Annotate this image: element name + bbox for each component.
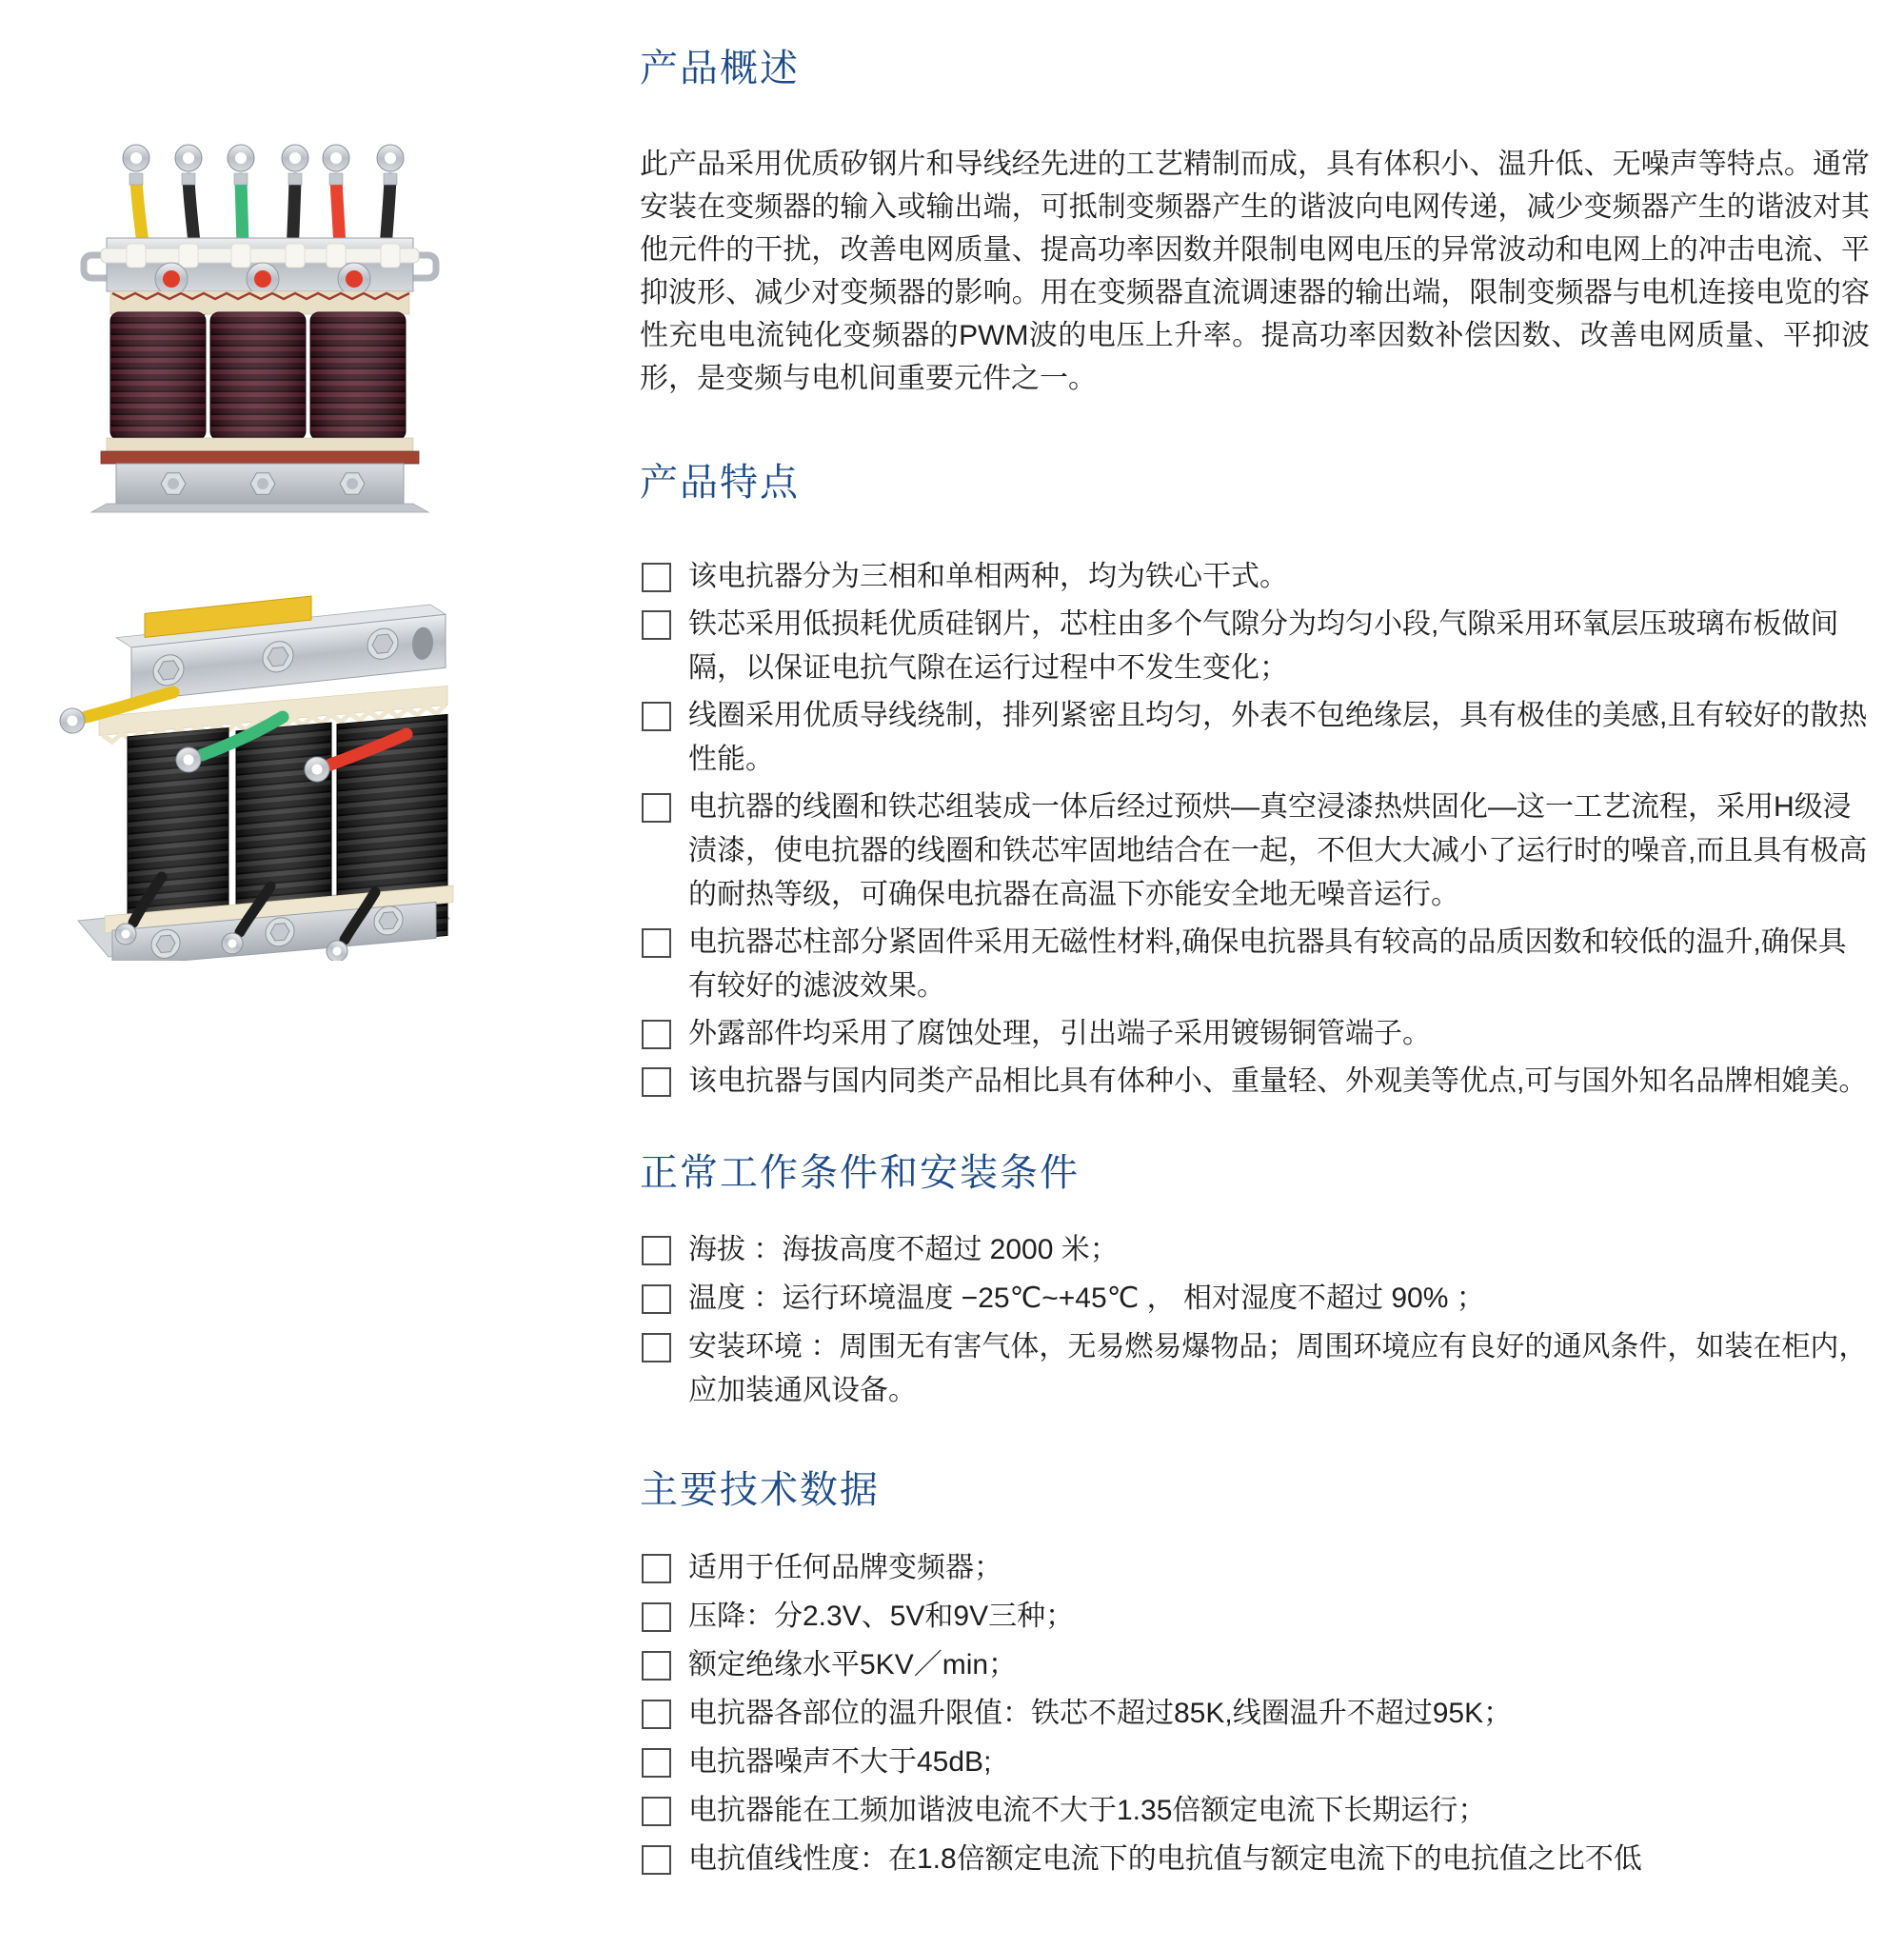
- list-item: 压降：分2.3V、5V和9V三种；: [640, 1595, 1870, 1639]
- checkbox-bullet: [642, 702, 671, 731]
- three-phase-reactor-front-illustration: [57, 95, 457, 514]
- list-item: 电抗器各部位的温升限值：铁芯不超过85K,线圈温升不超过95K；: [640, 1692, 1870, 1736]
- checkbox-bullet: [642, 793, 671, 823]
- product-image-reactor-front: [57, 95, 457, 514]
- list-item: 铁芯采用低损耗优质硅钢片，芯柱由多个气隙分为均匀小段,气隙采用环氧层压玻璃布板做间隔，以保证电抗气隙在运行过程中不发生变化；: [640, 603, 1870, 690]
- checkbox-bullet: [642, 1333, 671, 1362]
- list-item: 该电抗器与国内同类产品相比具有体种小、重量轻、外观美等优点,可与国外知名品牌相媲美。: [640, 1060, 1870, 1104]
- section-heading-features: 产品特点: [640, 462, 800, 504]
- checkbox-bullet: [642, 1602, 671, 1632]
- top-insulation-spacer: [110, 291, 409, 314]
- product-image-reactor-angle: [50, 557, 461, 961]
- checkbox-bullet: [642, 1845, 671, 1875]
- section-heading-conditions: 正常工作条件和安装条件: [640, 1152, 1080, 1194]
- checkbox-bullet: [642, 563, 671, 592]
- list-item: 电抗器噪声不大于45dB;: [640, 1740, 1870, 1784]
- list-item: 电抗器芯柱部分紧固件采用无磁性材料,确保电抗器具有较高的品质因数和较低的温升,确保具有较好的滤波效果。: [640, 921, 1870, 1008]
- checkbox-bullet: [642, 1700, 671, 1729]
- base-assembly: [91, 438, 428, 512]
- features-list: [640, 555, 1870, 1107]
- checkbox-bullet: [642, 610, 671, 640]
- list-item: 线圈采用优质导线绕制，排列紧密且均匀，外表不包绝缘层，具有极佳的美感,且有较好的散热性能。: [640, 694, 1870, 782]
- list-item: 电抗值线性度：在1.8倍额定电流下的电抗值与额定电流下的电抗值之比不低: [640, 1838, 1870, 1881]
- checkbox-bullet: [642, 928, 671, 958]
- checkbox-bullet: [642, 1236, 671, 1265]
- list-item: 电抗器能在工频加谐波电流不大于1.35倍额定电流下长期运行；: [640, 1789, 1870, 1833]
- list-item: 安装环境 ：周围无有害气体，无易燃易爆物品；周围环境应有良好的通风条件，如装在柜内，应加装通风设备。: [640, 1325, 1870, 1413]
- checkbox-bullet: [642, 1284, 671, 1314]
- conditions-list: [640, 1228, 1870, 1418]
- checkbox-bullet: [642, 1651, 671, 1681]
- checkbox-bullet: [642, 1067, 671, 1097]
- section-heading-overview: 产品概述: [640, 48, 800, 89]
- checkbox-bullet: [642, 1020, 671, 1049]
- list-item: 外露部件均采用了腐蚀处理，引出端子采用镀锡铜管端子。: [640, 1012, 1870, 1056]
- list-item: 温度 ：运行环境温度 −25℃~+45℃ ， 相对湿度不超过 90% ；: [640, 1277, 1870, 1321]
- list-item: 适用于任何品牌变频器；: [640, 1546, 1870, 1590]
- list-item: 额定绝缘水平5KV／min；: [640, 1643, 1870, 1687]
- checkbox-bullet: [642, 1748, 671, 1778]
- checkbox-bullet: [642, 1554, 671, 1583]
- coil-stacks: [110, 312, 406, 440]
- list-item: 海拔 ：海拔高度不超过 2000 米；: [640, 1228, 1870, 1272]
- tech-data-list: [640, 1546, 1870, 1886]
- three-phase-reactor-angle-illustration: [50, 557, 461, 961]
- checkbox-bullet: [642, 1797, 671, 1826]
- section-heading-tech-data: 主要技术数据: [640, 1469, 880, 1511]
- list-item: 该电抗器分为三相和单相两种，均为铁心干式。: [640, 555, 1870, 599]
- overview-paragraph: 此产品采用优质矽钢片和导线经先进的工艺精制而成，具有体积小、温升低、无噪声等特点。通常安装在变频器的输入或输出端，可抵制变频器产生的谐波向电网传递，减少变频器产生的谐波对其他元件的干扰，改善电网质量、提高功率因数并限制电网电压的异常波动和电网上的冲击电流、平抑波形、减少对变频器的影响。用在变频器直流调速器的输出端，限制变频器与电机连接电览的容性充电电流钝化变频器的PWM波的电压上升率。提高功率因数补偿因数、改善电网质量、平抑波形，是变频与电机间重要元件之一。: [640, 149, 1870, 394]
- list-item: 电抗器的线圈和铁芯组装成一体后经过预烘—真空浸漆热烘固化—这一工艺流程，采用H级浸渍漆，使电抗器的线圈和铁芯牢固地结合在一起，不但大大减小了运行时的噪音,而且具有极高的耐热等级，可确保电抗器在高温下亦能安全地无噪音运行。: [640, 786, 1870, 917]
- top-bar: [116, 582, 446, 702]
